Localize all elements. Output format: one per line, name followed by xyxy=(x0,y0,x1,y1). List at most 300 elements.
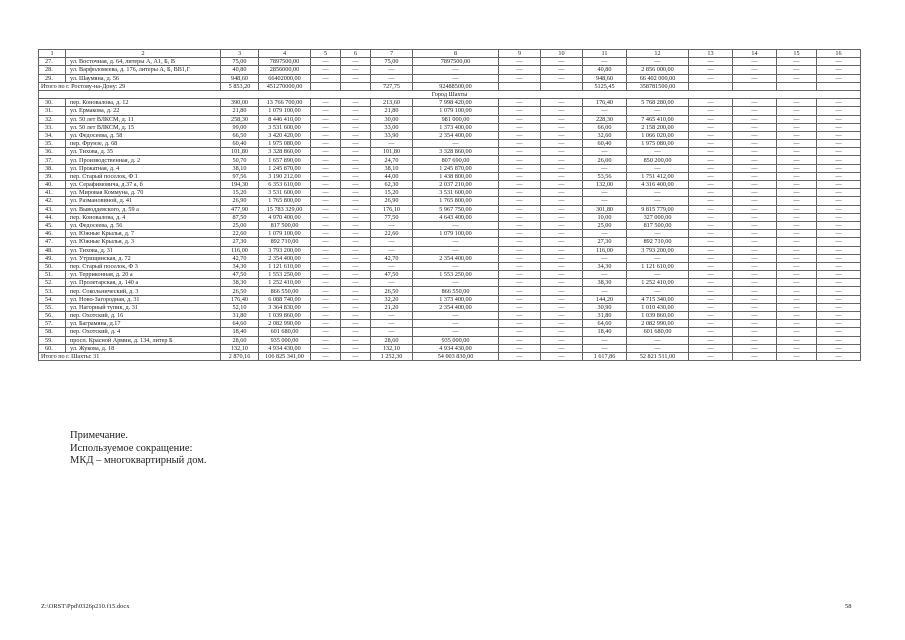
table-cell: 1 751 412,00 xyxy=(627,172,689,180)
table-cell: — xyxy=(733,320,777,328)
table-cell: 44,00 xyxy=(371,172,413,180)
table-cell: — xyxy=(777,140,817,148)
table-cell: — xyxy=(541,279,583,287)
table-cell: — xyxy=(341,115,371,123)
table-row xyxy=(39,238,861,246)
table-cell: — xyxy=(541,262,583,270)
subtotal-cell: 451270000,00 xyxy=(259,82,311,90)
address-cell: ул. Южные Крылья, д. 3 xyxy=(66,238,221,246)
table-cell: — xyxy=(733,271,777,279)
table-cell: — xyxy=(341,238,371,246)
table-row xyxy=(39,336,861,344)
table-cell: — xyxy=(583,230,627,238)
column-header: 8 xyxy=(413,50,499,58)
table-cell: 62,30 xyxy=(371,181,413,189)
row-number: 55. xyxy=(39,303,66,311)
table-row xyxy=(39,164,861,172)
row-number: 54. xyxy=(39,295,66,303)
table-cell: — xyxy=(689,262,733,270)
table-cell: — xyxy=(817,246,861,254)
table-cell: — xyxy=(541,271,583,279)
table-cell: — xyxy=(341,328,371,336)
table-cell: — xyxy=(341,140,371,148)
table-cell: — xyxy=(733,156,777,164)
table-cell: 981 000,00 xyxy=(413,115,499,123)
table-cell: — xyxy=(311,181,341,189)
table-cell: — xyxy=(817,303,861,311)
note-title: Примечание. xyxy=(70,430,128,441)
row-number: 46. xyxy=(39,230,66,238)
table-cell: 75,00 xyxy=(221,58,259,66)
table-cell: — xyxy=(733,213,777,221)
table-cell: — xyxy=(541,254,583,262)
table-cell: 477,90 xyxy=(221,205,259,213)
table-cell: — xyxy=(733,181,777,189)
address-cell: ул. Варфоломеева, д. 176, литеры А, Б, ВВ1,Г xyxy=(66,66,221,74)
table-cell: 4 316 400,00 xyxy=(627,181,689,189)
table-cell: — xyxy=(583,287,627,295)
table-cell: — xyxy=(777,295,817,303)
table-cell: — xyxy=(689,189,733,197)
table-cell: — xyxy=(689,156,733,164)
table-cell: 66,00 xyxy=(583,123,627,131)
table-cell: — xyxy=(499,107,541,115)
table-cell: 1 079 100,00 xyxy=(413,107,499,115)
table-cell: — xyxy=(311,140,341,148)
table-cell: — xyxy=(627,254,689,262)
address-cell: ул. Размановиной, д. 41 xyxy=(66,197,221,205)
table-cell: 176,10 xyxy=(371,205,413,213)
table-cell: — xyxy=(583,164,627,172)
table-cell: — xyxy=(817,197,861,205)
column-header: 6 xyxy=(341,50,371,58)
table-cell: — xyxy=(499,254,541,262)
address-cell: пер. Охотский, д. 4 xyxy=(66,328,221,336)
table-row xyxy=(39,148,861,156)
table-cell: 132,00 xyxy=(583,181,627,189)
subtotal-cell: 358781500,00 xyxy=(627,82,689,90)
table-cell: — xyxy=(777,320,817,328)
table-cell: — xyxy=(733,287,777,295)
table-cell: 1 553 250,00 xyxy=(259,271,311,279)
subtotal-cell xyxy=(541,82,583,90)
table-cell: 3 531 600,00 xyxy=(413,189,499,197)
table-cell: — xyxy=(689,254,733,262)
table-cell: 116,00 xyxy=(583,246,627,254)
column-header: 11 xyxy=(583,50,627,58)
table-cell: 101,80 xyxy=(371,148,413,156)
table-cell: — xyxy=(817,156,861,164)
table-cell: 30,00 xyxy=(371,115,413,123)
table-cell: — xyxy=(341,66,371,74)
table-cell: — xyxy=(689,131,733,139)
table-cell: — xyxy=(689,230,733,238)
table-cell: — xyxy=(733,172,777,180)
address-cell: ул. Прокатная, д. 4 xyxy=(66,164,221,172)
table-cell: — xyxy=(341,205,371,213)
table-cell: — xyxy=(541,303,583,311)
table-cell: — xyxy=(689,140,733,148)
table-row xyxy=(39,213,861,221)
column-header: 1 xyxy=(39,50,66,58)
table-cell: — xyxy=(733,140,777,148)
table-cell: — xyxy=(341,213,371,221)
header-row xyxy=(39,50,861,58)
table-cell: — xyxy=(777,328,817,336)
row-number: 56. xyxy=(39,312,66,320)
address-cell: ул. Южные Крылья, д. 7 xyxy=(66,230,221,238)
subtotal-cell: — xyxy=(689,352,733,360)
table-cell: 3 531 600,00 xyxy=(259,189,311,197)
table-cell: 101,80 xyxy=(221,148,259,156)
table-cell: 3 328 860,00 xyxy=(413,148,499,156)
table-cell: — xyxy=(627,287,689,295)
table-cell: — xyxy=(733,131,777,139)
table-cell: — xyxy=(777,66,817,74)
table-cell: — xyxy=(371,279,413,287)
table-cell: 2 354 400,00 xyxy=(259,254,311,262)
column-header: 16 xyxy=(817,50,861,58)
table-cell: — xyxy=(499,238,541,246)
table-cell: — xyxy=(541,328,583,336)
table-cell: — xyxy=(311,303,341,311)
row-number: 31. xyxy=(39,107,66,115)
table-cell: — xyxy=(499,312,541,320)
table-cell: — xyxy=(499,320,541,328)
table-cell: — xyxy=(817,123,861,131)
table-cell: — xyxy=(499,74,541,82)
table-cell: — xyxy=(499,99,541,107)
table-cell: — xyxy=(499,115,541,123)
table-cell: 1 245 870,00 xyxy=(413,164,499,172)
table-cell: 5 768 280,00 xyxy=(627,99,689,107)
note-abbrev-mkd: МКД – многоквартирный дом. xyxy=(70,455,207,466)
table-cell: — xyxy=(541,312,583,320)
table-cell: 1 657 890,00 xyxy=(259,156,311,164)
table-cell: 87,50 xyxy=(221,213,259,221)
table-row xyxy=(39,230,861,238)
table-cell: 1 252 410,00 xyxy=(627,279,689,287)
table-cell: — xyxy=(777,279,817,287)
subtotal-cell xyxy=(499,82,541,90)
table-cell: — xyxy=(817,107,861,115)
table-cell: 25,00 xyxy=(583,221,627,229)
column-header: 9 xyxy=(499,50,541,58)
row-number: 57. xyxy=(39,320,66,328)
table-cell: 1 245 870,00 xyxy=(259,164,311,172)
table-cell: 1 553 250,00 xyxy=(413,271,499,279)
table-cell: — xyxy=(341,303,371,311)
table-row xyxy=(39,74,861,82)
table-cell: — xyxy=(733,74,777,82)
table-cell: — xyxy=(311,262,341,270)
table-cell: — xyxy=(311,58,341,66)
table-cell: — xyxy=(541,287,583,295)
table-cell: — xyxy=(689,295,733,303)
table-cell: — xyxy=(583,107,627,115)
address-cell: ул. Тихова, д. 31 xyxy=(66,246,221,254)
table-cell: — xyxy=(627,230,689,238)
table-cell: 4 970 400,00 xyxy=(259,213,311,221)
row-number: 45. xyxy=(39,221,66,229)
table-cell: 1 373 400,00 xyxy=(413,295,499,303)
table-cell: 176,40 xyxy=(583,99,627,107)
table-cell: — xyxy=(777,230,817,238)
table-cell: — xyxy=(689,320,733,328)
column-header: 5 xyxy=(311,50,341,58)
table-cell: — xyxy=(733,344,777,352)
table-cell: 213,60 xyxy=(371,99,413,107)
table-cell: — xyxy=(311,99,341,107)
address-cell: ул. Производственная, д. 2 xyxy=(66,156,221,164)
table-cell: 15 783 329,00 xyxy=(259,205,311,213)
table-cell: — xyxy=(341,181,371,189)
table-cell: — xyxy=(733,107,777,115)
table-cell: — xyxy=(817,66,861,74)
table-cell: 4 715 340,00 xyxy=(627,295,689,303)
subtotal-label: Итого по г. Шахты: 31 xyxy=(39,352,221,360)
table-row xyxy=(39,271,861,279)
subtotal-cell: — xyxy=(817,352,861,360)
table-cell: — xyxy=(499,328,541,336)
table-cell: — xyxy=(777,107,817,115)
table-cell: 33,00 xyxy=(371,123,413,131)
table-cell: — xyxy=(499,58,541,66)
address-cell: ул. Шаумяна, д. 56 xyxy=(66,74,221,82)
address-cell: просп. Красной Армии, д. 134, литер Б xyxy=(66,336,221,344)
table-cell: — xyxy=(311,238,341,246)
address-cell: ул. Нагорный тупик, д. 31 xyxy=(66,303,221,311)
table-cell: — xyxy=(413,312,499,320)
subtotal-cell: 727,75 xyxy=(371,82,413,90)
table-cell: 258,30 xyxy=(221,115,259,123)
table-cell: — xyxy=(733,295,777,303)
table-cell: 64,60 xyxy=(583,320,627,328)
table-cell: — xyxy=(817,115,861,123)
table-cell: 24,70 xyxy=(371,156,413,164)
address-cell: ул. Мировая Коммуна, д. 70 xyxy=(66,189,221,197)
table-cell: 301,80 xyxy=(583,205,627,213)
table-cell: 3 531 600,00 xyxy=(259,123,311,131)
table-cell: — xyxy=(499,66,541,74)
table-cell: — xyxy=(777,148,817,156)
subtotal-cell xyxy=(311,82,341,90)
table-row xyxy=(39,344,861,352)
table-cell: — xyxy=(689,312,733,320)
subtotal-cell: 92488500,00 xyxy=(413,82,499,90)
table-cell: — xyxy=(541,131,583,139)
table-cell: — xyxy=(341,295,371,303)
table-cell: — xyxy=(499,197,541,205)
table-cell: — xyxy=(541,156,583,164)
table-row xyxy=(39,246,861,254)
table-cell: — xyxy=(499,279,541,287)
table-cell: — xyxy=(499,205,541,213)
table-row xyxy=(39,115,861,123)
table-cell: — xyxy=(627,107,689,115)
table-cell: 4 643 400,00 xyxy=(413,213,499,221)
column-header: 7 xyxy=(371,50,413,58)
table-cell: 2 856 000,00 xyxy=(627,66,689,74)
table-cell: 1 252 410,00 xyxy=(259,279,311,287)
table-row xyxy=(39,58,861,66)
table-cell: 6 088 740,00 xyxy=(259,295,311,303)
address-cell: ул. Серафимовича, д.37 а, б xyxy=(66,181,221,189)
subtotal-cell: 54 003 830,00 xyxy=(413,352,499,360)
table-cell: 60,40 xyxy=(221,140,259,148)
table-cell: 47,50 xyxy=(371,271,413,279)
table-cell: — xyxy=(311,115,341,123)
row-number: 47. xyxy=(39,238,66,246)
table-cell: — xyxy=(817,148,861,156)
table-cell: — xyxy=(311,205,341,213)
table-cell: — xyxy=(499,295,541,303)
table-cell: — xyxy=(583,197,627,205)
table-cell: 2 354 400,00 xyxy=(413,254,499,262)
address-cell: пер. Сокольнический, д. 3 xyxy=(66,287,221,295)
table-cell: — xyxy=(733,66,777,74)
table-cell: 7 998 420,00 xyxy=(413,99,499,107)
table-cell: — xyxy=(817,213,861,221)
table-cell: — xyxy=(817,295,861,303)
table-cell: 1 765 800,00 xyxy=(413,197,499,205)
address-cell: ул. Ново-Загородная, д. 31 xyxy=(66,295,221,303)
table-cell: — xyxy=(777,221,817,229)
table-cell: 66,50 xyxy=(221,131,259,139)
table-cell: — xyxy=(499,271,541,279)
table-cell: — xyxy=(817,271,861,279)
table-cell: — xyxy=(311,189,341,197)
table-cell: 1 039 860,00 xyxy=(259,312,311,320)
table-cell: 99,00 xyxy=(221,123,259,131)
table-cell: 892 710,00 xyxy=(627,238,689,246)
table-cell: — xyxy=(689,181,733,189)
row-number: 58. xyxy=(39,328,66,336)
table-cell: 25,00 xyxy=(221,221,259,229)
table-cell: — xyxy=(311,74,341,82)
table-cell: 2 082 990,00 xyxy=(259,320,311,328)
table-cell: — xyxy=(541,140,583,148)
table-cell: — xyxy=(627,148,689,156)
table-cell: — xyxy=(341,164,371,172)
table-cell: — xyxy=(311,344,341,352)
address-cell: ул. Тихова, д. 35 xyxy=(66,148,221,156)
table-cell: 60,40 xyxy=(583,140,627,148)
subtotal-cell: — xyxy=(341,352,371,360)
table-cell: — xyxy=(541,107,583,115)
table-cell: — xyxy=(499,336,541,344)
subtotal-cell: 2 870,16 xyxy=(221,352,259,360)
section-title: Город Шахты xyxy=(39,90,861,98)
table-cell: 38,10 xyxy=(221,164,259,172)
table-cell: 22,60 xyxy=(371,230,413,238)
row-number: 32. xyxy=(39,115,66,123)
table-cell: — xyxy=(413,74,499,82)
table-cell: — xyxy=(541,205,583,213)
subtotal-cell: 5125,45 xyxy=(583,82,627,90)
table-cell: — xyxy=(341,246,371,254)
table-cell: 28,60 xyxy=(221,336,259,344)
table-cell: 7897500,00 xyxy=(413,58,499,66)
table-cell: — xyxy=(777,287,817,295)
row-number: 27. xyxy=(39,58,66,66)
table-cell: 228,30 xyxy=(583,115,627,123)
table-cell: — xyxy=(371,238,413,246)
table-cell: — xyxy=(733,336,777,344)
table-cell: — xyxy=(689,279,733,287)
table-cell: — xyxy=(733,189,777,197)
table-cell: — xyxy=(733,58,777,66)
address-cell: ул. Жукова, д. 18 xyxy=(66,344,221,352)
table-cell: — xyxy=(627,189,689,197)
row-number: 37. xyxy=(39,156,66,164)
table-cell: — xyxy=(733,197,777,205)
table-cell: 26,90 xyxy=(221,197,259,205)
column-header: 2 xyxy=(66,50,221,58)
table-cell: 2 354 400,00 xyxy=(413,131,499,139)
table-cell: — xyxy=(733,312,777,320)
table-cell: — xyxy=(311,131,341,139)
address-cell: ул. 50 лет ВЛКСМ, д. 11 xyxy=(66,115,221,123)
table-cell: — xyxy=(777,181,817,189)
table-cell: 38,30 xyxy=(583,279,627,287)
table-cell: — xyxy=(499,156,541,164)
address-cell: ул. Пролетарская, д. 140 а xyxy=(66,279,221,287)
table-cell: — xyxy=(583,58,627,66)
table-cell: 1 079 100,00 xyxy=(413,230,499,238)
table-cell: — xyxy=(541,181,583,189)
table-cell: 15,20 xyxy=(221,189,259,197)
table-cell: — xyxy=(777,58,817,66)
table-cell: 1 438 800,00 xyxy=(413,172,499,180)
table-cell: 1 039 860,00 xyxy=(627,312,689,320)
table-cell: — xyxy=(311,230,341,238)
table-cell: 34,30 xyxy=(583,262,627,270)
table-cell: 52,10 xyxy=(221,303,259,311)
table-cell: — xyxy=(689,303,733,311)
table-cell: — xyxy=(413,238,499,246)
note-abbrev-label: Используемое сокращение: xyxy=(70,442,193,454)
table-row xyxy=(39,254,861,262)
table-cell: — xyxy=(733,164,777,172)
table-cell: 7897500,00 xyxy=(259,58,311,66)
table-cell: — xyxy=(733,303,777,311)
table-cell: — xyxy=(413,279,499,287)
row-number: 49. xyxy=(39,254,66,262)
table-cell: 30,90 xyxy=(583,303,627,311)
table-cell: — xyxy=(499,189,541,197)
column-header: 14 xyxy=(733,50,777,58)
subtotal-cell xyxy=(777,82,817,90)
table-cell: 13 766 700,00 xyxy=(259,99,311,107)
table-cell: — xyxy=(583,344,627,352)
table-cell: 42,70 xyxy=(221,254,259,262)
footer-file-path: Z:\ORST\Ppd\0326p210.f15.docx xyxy=(41,603,130,610)
table-cell: — xyxy=(777,312,817,320)
table-cell: — xyxy=(413,320,499,328)
table-cell: — xyxy=(311,164,341,172)
table-cell: 33,90 xyxy=(371,131,413,139)
table-cell: 1 765 800,00 xyxy=(259,197,311,205)
subtotal-cell: 106 825 341,00 xyxy=(259,352,311,360)
table-cell: 34,30 xyxy=(221,262,259,270)
column-header: 15 xyxy=(777,50,817,58)
table-cell: — xyxy=(777,197,817,205)
table-body xyxy=(39,50,861,361)
table-cell: 3 420 420,00 xyxy=(259,131,311,139)
table-cell: — xyxy=(777,115,817,123)
table-cell: 9 815 779,00 xyxy=(627,205,689,213)
